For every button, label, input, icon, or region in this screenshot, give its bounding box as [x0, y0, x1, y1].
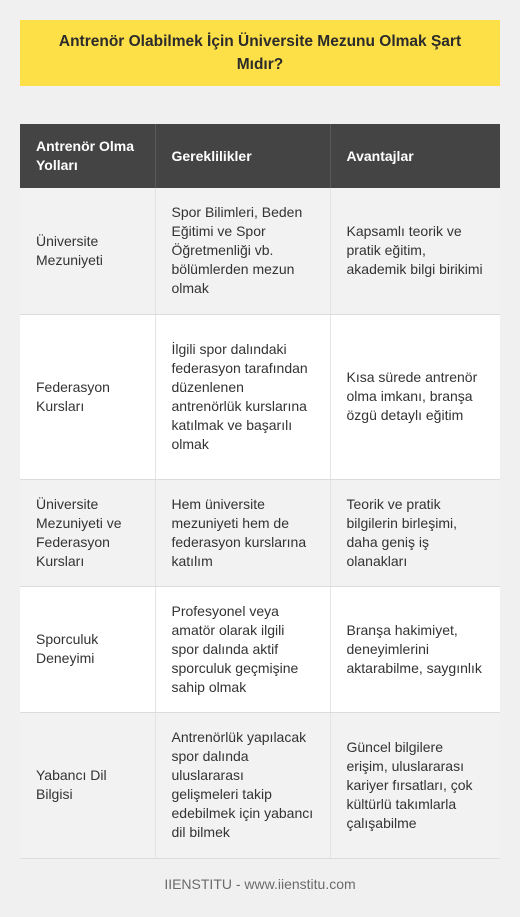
header-requirements: Gereklilikler — [155, 124, 330, 188]
page-title-text: Antrenör Olabilmek İçin Üniversite Mezunu Olmak Şart Mıdır? — [58, 33, 462, 73]
cell-requirements: Antrenörlük yapılacak spor dalında uluslararası gelişmeleri takip edebilmek için yabancı dil bilmek — [155, 712, 330, 858]
cell-requirements: İlgili spor dalındaki federasyon tarafından düzenlenen antrenörlük kurslarına katılmak ve başarılı olmak — [155, 314, 330, 479]
cell-path: Federasyon Kursları — [20, 314, 155, 479]
cell-path: Üniversite Mezuniyeti ve Federasyon Kursları — [20, 479, 155, 586]
page-title — [20, 20, 500, 86]
table-row — [20, 479, 500, 586]
table-row — [20, 712, 500, 858]
cell-requirements: Spor Bilimleri, Beden Eğitimi ve Spor Öğretmenliği vb. bölümlerden mezun olmak — [155, 188, 330, 314]
header-paths: Antrenör Olma Yolları — [20, 124, 155, 188]
header-advantages: Avantajlar — [330, 124, 500, 188]
cell-advantages: Branşa hakimiyet, deneyimlerini aktarabilme, saygınlık — [330, 586, 500, 712]
footer-credit: IIENSTITU - www.iienstitu.com — [164, 876, 356, 892]
cell-advantages: Kapsamlı teorik ve pratik eğitim, akademik bilgi birikimi — [330, 188, 500, 314]
cell-requirements: Hem üniversite mezuniyeti hem de federasyon kurslarına katılım — [155, 479, 330, 586]
cell-path: Üniversite Mezuniyeti — [20, 188, 155, 314]
table-row — [20, 188, 500, 314]
table-row — [20, 586, 500, 712]
table-header-row — [20, 124, 500, 188]
cell-advantages: Kısa sürede antrenör olma imkanı, branşa özgü detaylı eğitim — [330, 314, 500, 479]
cell-advantages: Güncel bilgilere erişim, uluslararası kariyer fırsatları, çok kültürlü takımlarla çalışabilme — [330, 712, 500, 858]
comparison-table — [20, 124, 500, 859]
cell-requirements: Profesyonel veya amatör olarak ilgili spor dalında aktif sporculuk geçmişine sahip olmak — [155, 586, 330, 712]
cell-path: Yabancı Dil Bilgisi — [20, 712, 155, 858]
cell-advantages: Teorik ve pratik bilgilerin birleşimi, daha geniş iş olanakları — [330, 479, 500, 586]
table-row — [20, 314, 500, 479]
cell-path: Sporculuk Deneyimi — [20, 586, 155, 712]
